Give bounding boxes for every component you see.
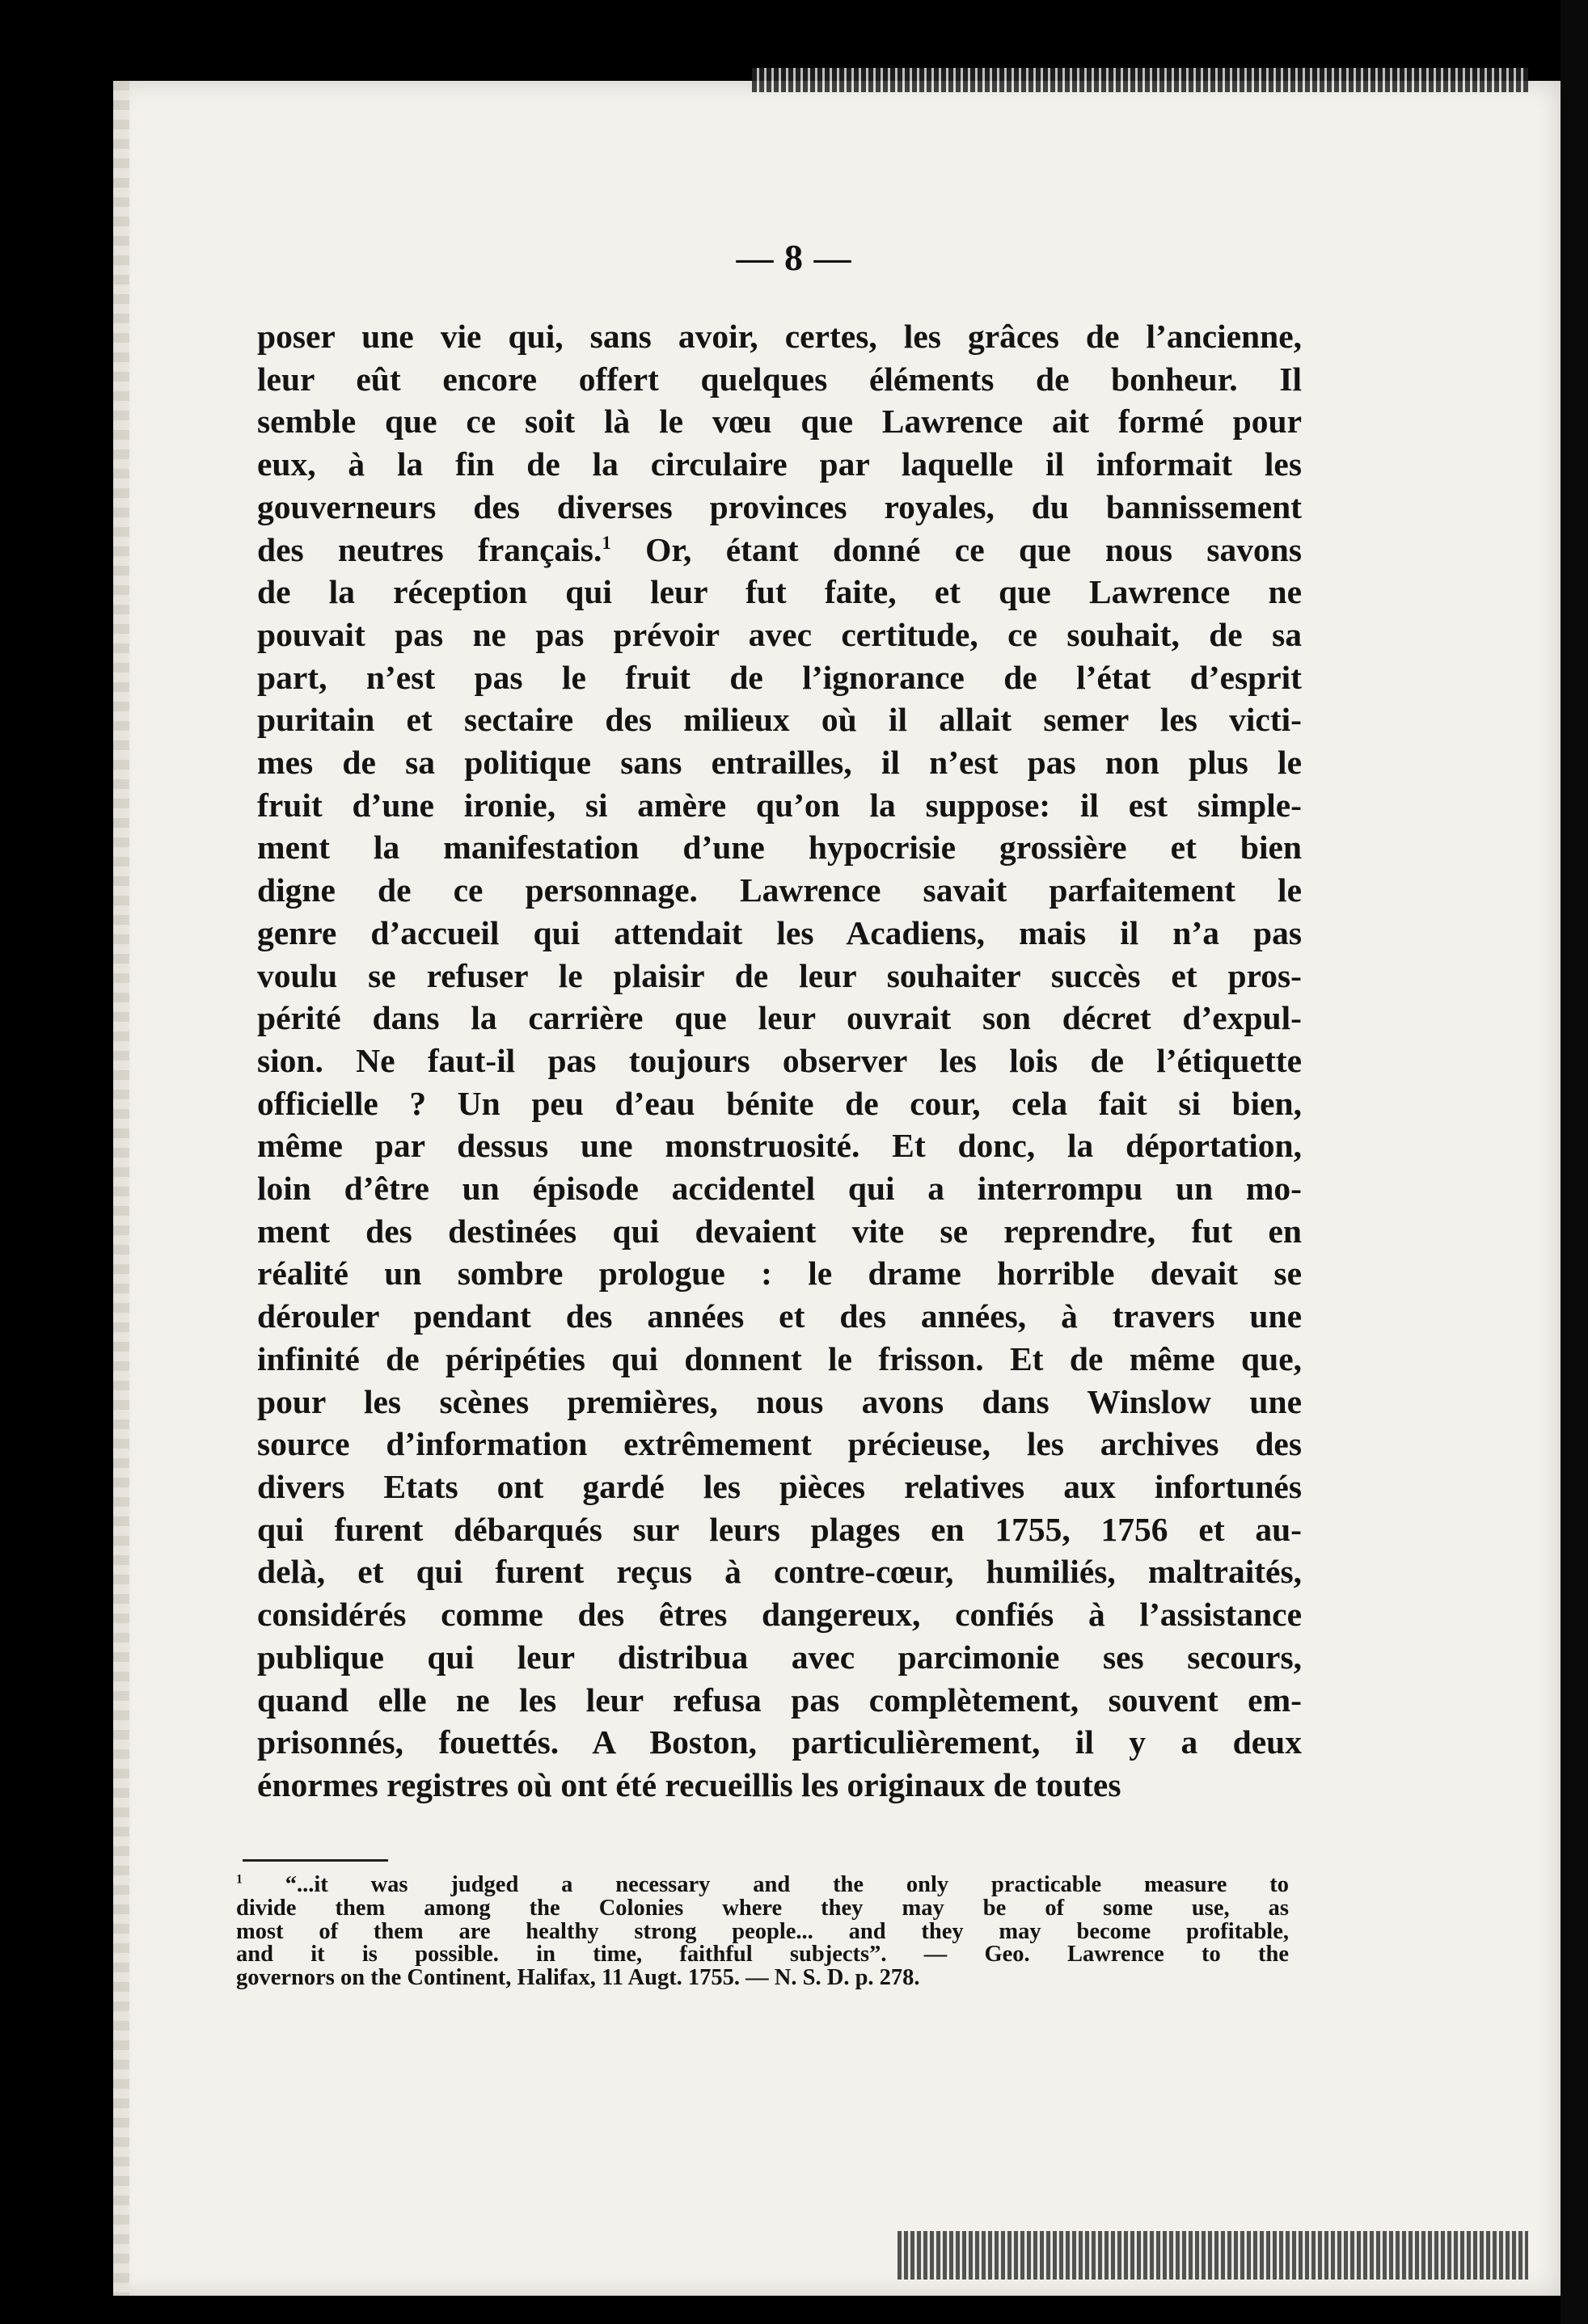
footnote-reference: 1 — [602, 532, 611, 553]
body-line: publique qui leur distribua avec parcimonie ses secours, — [257, 1638, 1302, 1676]
footnote-divider — [243, 1859, 388, 1862]
body-line: part, n’est pas le fruit de l’ignorance de l’état d’esprit — [257, 658, 1302, 696]
body-line: puritain et sectaire des milieux où il allait semer les victi- — [257, 701, 1302, 739]
footnote-line: governors on the Continent, Halifax, 11 Augt. 1755. — N. S. D. p. 278. — [236, 1965, 920, 1991]
body-line: ment des destinées qui devaient vite se reprendre, fut en — [257, 1212, 1302, 1250]
body-line: mes de sa politique sans entrailles, il n’est pas non plus le — [257, 744, 1302, 782]
body-line-start: des neutres français. — [257, 530, 602, 568]
body-line: même par dessus une monstruosité. Et donc, la déportation, — [257, 1127, 1302, 1165]
body-line: pour les scènes premières, nous avons dans Winslow une — [257, 1382, 1302, 1420]
body-line: ment la manifestation d’une hypocrisie grossière et bien — [257, 829, 1302, 867]
body-line: dérouler pendant des années et des années, à travers une — [257, 1297, 1302, 1335]
footnote — [236, 1874, 1289, 1990]
body-line: semble que ce soit là le vœu que Lawrence ait formé pour — [257, 403, 1302, 441]
body-line: énormes registres où ont été recueillis les originaux de toutes — [257, 1765, 1121, 1803]
body-line: digne de ce personnage. Lawrence savait parfaitement le — [257, 871, 1302, 909]
body-line: officielle ? Un peu d’eau bénite de cour, cela fait si bien, — [257, 1084, 1302, 1122]
body-line: prisonnés, fouettés. A Boston, particulièrement, il y a deux — [257, 1723, 1302, 1761]
body-line: quand elle ne les leur refusa pas complètement, souvent em- — [257, 1681, 1302, 1719]
body-line: pouvait pas ne pas prévoir avec certitude, ce souhait, de sa — [257, 615, 1302, 653]
body-line: poser une vie qui, sans avoir, certes, les grâces de l’ancienne, — [257, 318, 1302, 355]
body-line: voulu se refuser le plaisir de leur souhaiter succès et pros- — [257, 956, 1302, 994]
body-line: périté dans la carrière que leur ouvrait son décret d’expul- — [257, 999, 1302, 1037]
footnote-line: most of them are healthy strong people... and they may become profitable, — [236, 1918, 1289, 1944]
body-line: infinité de péripéties qui donnent le frisson. Et de même que, — [257, 1339, 1302, 1377]
body-line: loin d’être un épisode accidentel qui a interrompu un mo- — [257, 1170, 1302, 1208]
body-line: genre d’accueil qui attendait les Acadiens, mais il n’a pas — [257, 913, 1302, 951]
body-line: de la réception qui leur fut faite, et que Lawrence ne — [257, 573, 1302, 611]
body-line-end: Or, étant donné ce que nous savons — [610, 530, 1302, 568]
body-line: réalité un sombre prologue : le drame horrible devait se — [257, 1255, 1302, 1293]
body-line: gouverneurs des diverses provinces royales, du bannissement — [257, 487, 1302, 525]
footnote-line: divide them among the Colonies where they may be of some use, as — [236, 1895, 1289, 1921]
page-number: — 8 — — [736, 237, 852, 278]
footnote-line-first — [236, 1874, 1289, 1897]
body-line: considérés comme des êtres dangereux, confiés à l’assistance — [257, 1596, 1302, 1634]
footnote-number: 1 — [236, 1872, 243, 1887]
scan-bottom-strip — [897, 2231, 1528, 2280]
body-line-with-note — [257, 529, 1302, 572]
body-line: source d’information extrêmement précieuse, les archives des — [257, 1425, 1302, 1463]
scan-top-strip — [752, 68, 1528, 92]
body-line: qui furent débarqués sur leurs plages en 1755, 1756 et au- — [257, 1510, 1302, 1548]
body-line: divers Etats ont gardé les pièces relatives aux infortunés — [257, 1467, 1302, 1505]
footnote-line: and it is possible. in time, faithful subjects”. — Geo. Lawrence to the — [236, 1942, 1289, 1968]
body-line: eux, à la fin de la circulaire par laquelle il informait les — [257, 445, 1302, 483]
body-line: fruit d’une ironie, si amère qu’on la suppose: il est simple- — [257, 786, 1302, 824]
body-line: delà, et qui furent reçus à contre-cœur, humiliés, maltraités, — [257, 1553, 1302, 1591]
scan-right-border — [1561, 0, 1588, 2324]
body-line: sion. Ne faut-il pas toujours observer les lois de l’étiquette — [257, 1041, 1302, 1079]
page-left-edge — [113, 81, 129, 2296]
footnote-line: “...it was judged a necessary and the only practicable measure to — [285, 1872, 1289, 1897]
body-text — [257, 315, 1302, 1807]
body-line: leur eût encore offert quelques éléments de bonheur. Il — [257, 360, 1302, 398]
